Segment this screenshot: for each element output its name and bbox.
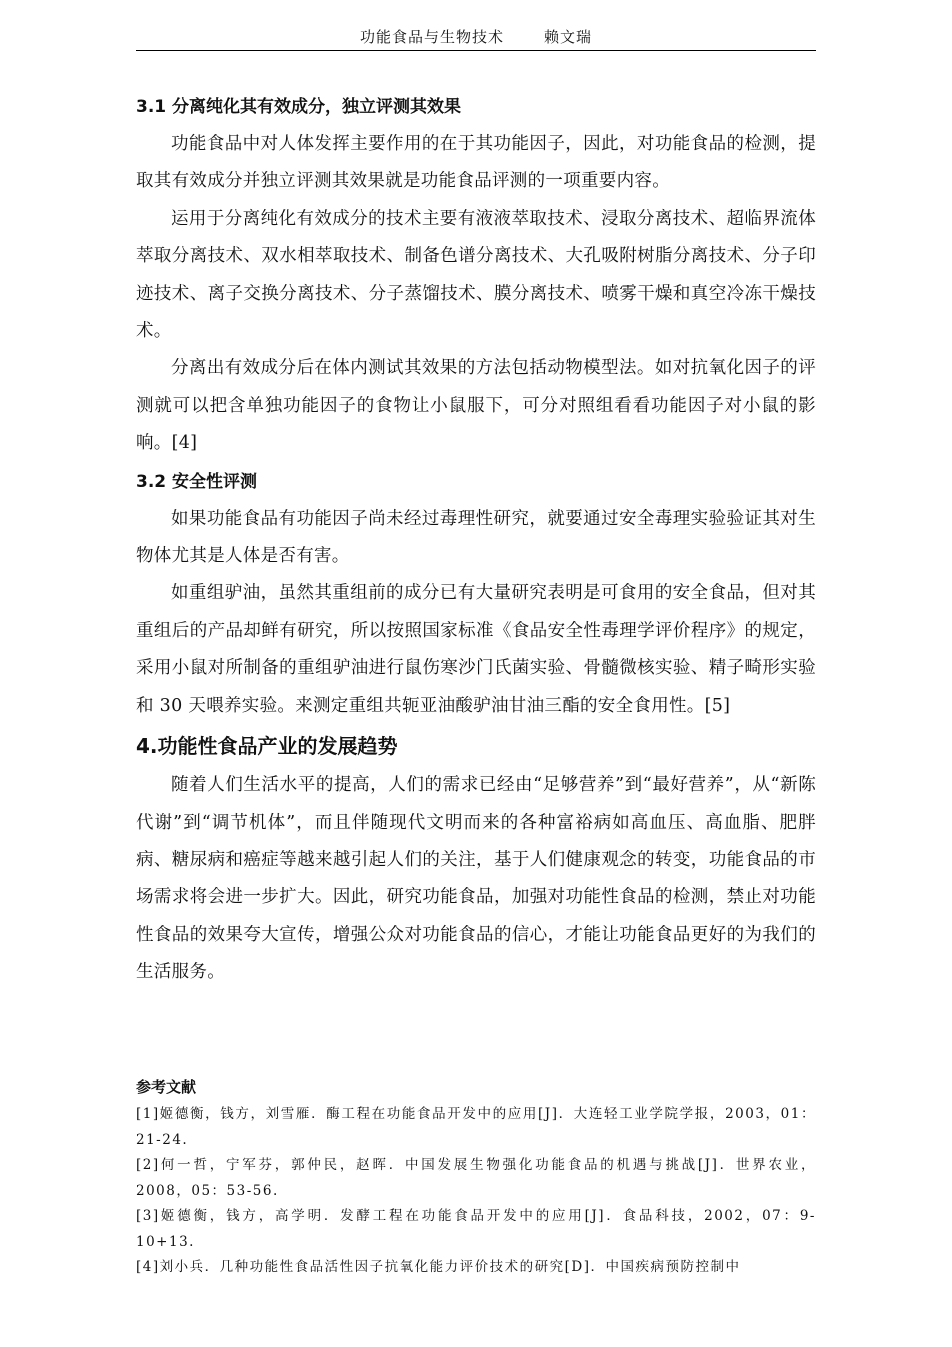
reference-item: [3]姬德衡，钱方，高学明．发酵工程在功能食品开发中的应用[J]．食品科技，2002，07：9-10+13. [136, 1208, 816, 1250]
reference-item: [2]何一哲，宁军芬，郭仲民，赵晖．中国发展生物强化功能食品的机遇与挑战[J]．世界农业，2008，05：53-56. [136, 1157, 816, 1199]
header-title: 功能食品与生物技术 [359, 28, 504, 46]
paragraph: 如果功能食品有功能因子尚未经过毒理性研究，就要通过安全毒理实验验证其对生物体尤其是人体是否有害。 [136, 508, 816, 567]
reference-item: [4]刘小兵．几种功能性食品活性因子抗氧化能力评价技术的研究[D]．中国疾病预防控制中 [136, 1259, 741, 1275]
section-heading-3-2: 3.2 安全性评测 [136, 471, 258, 492]
reference-item: [1]姬德衡，钱方，刘雪雁．酶工程在功能食品开发中的应用[J]．大连轻工业学院学报，2003，01：21-24. [136, 1106, 816, 1148]
paragraph: 功能食品中对人体发挥主要作用的在于其功能因子，因此，对功能食品的检测，提取其有效成分并独立评测其效果就是功能食品评测的一项重要内容。 [136, 134, 816, 192]
section-heading-3-1: 3.1 分离纯化其有效成分，独立评测其效果 [136, 97, 462, 117]
main-content [136, 88, 816, 992]
paragraph: 运用于分离纯化有效成分的技术主要有液液萃取技术、浸取分离技术、超临界流体萃取分离技术、双水相萃取技术、制备色谱分离技术、大孔吸附树脂分离技术、分子印迹技术、离子交换分离技术、分子蒸馏技术、膜分离技术、喷雾干燥和真空冷冻干燥技术。 [136, 208, 816, 342]
page-header [136, 24, 816, 51]
paragraph: 随着人们生活水平的提高，人们的需求已经由“足够营养”到“最好营养”，从“新陈代谢”到“调节机体”，而且伴随现代文明而来的各种富裕病如高血压、高血脂、肥胖病、糖尿病和癌症等越来越引起人们的关注，基于人们健康观念的转变，功能食品的市场需求将会进一步扩大。因此，研究功能食品，加强对功能性食品的检测，禁止对功能性食品的效果夸大宣传，增强公众对功能食品的信心，才能让功能食品更好的为我们的生活服务。 [136, 775, 816, 983]
section-heading-4: 4.功能性食品产业的发展趋势 [136, 734, 398, 759]
references-heading: 参考文献 [136, 1078, 197, 1096]
paragraph: 如重组驴油，虽然其重组前的成分已有大量研究表明是可食用的安全食品，但对其重组后的产品却鲜有研究，所以按照国家标准《食品安全性毒理学评价程序》的规定，采用小鼠对所制备的重组驴油进行鼠伤寒沙门氏菌实验、骨髓微核实验、精子畸形实验和 30 天喂养实验。来测定重组共轭亚油酸驴油甘油三酯的安全食用性。[5] [136, 583, 816, 716]
header-author: 赖文瑞 [544, 28, 593, 46]
paragraph: 分离出有效成分后在体内测试其效果的方法包括动物模型法。如对抗氧化因子的评测就可以把含单独功能因子的食物让小鼠服下，可分对照组看看功能因子对小鼠的影响。[4] [136, 358, 816, 454]
references [136, 1074, 816, 1281]
